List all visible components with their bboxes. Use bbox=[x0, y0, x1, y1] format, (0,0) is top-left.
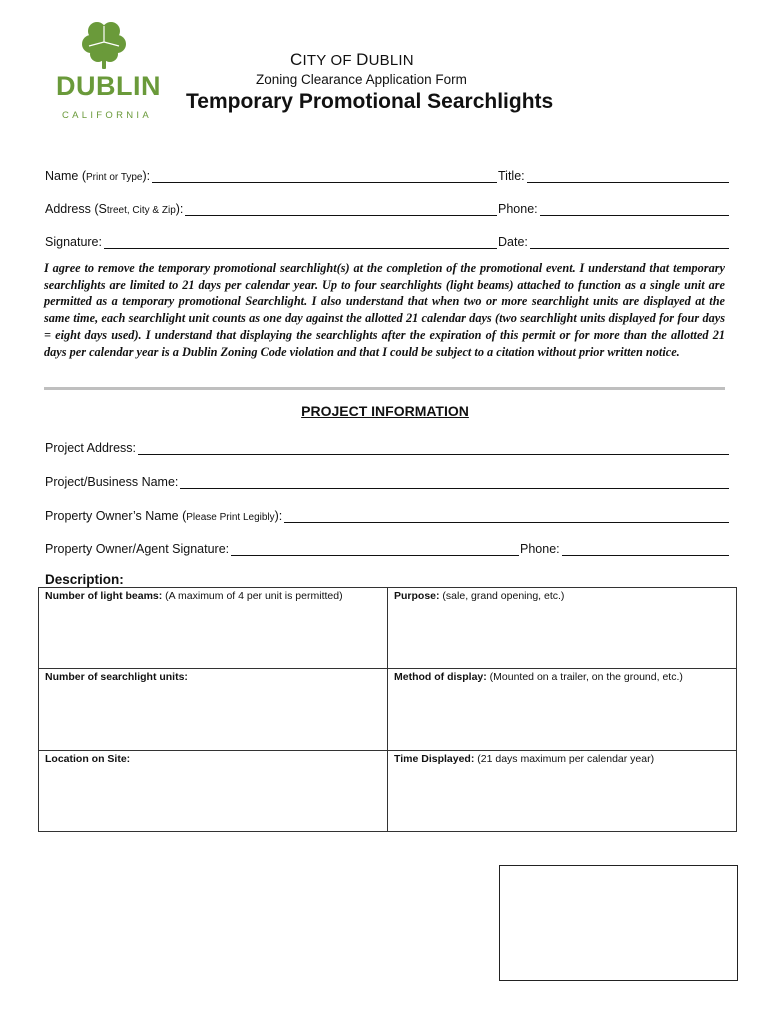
project-address-line[interactable] bbox=[138, 440, 729, 455]
signature-label: Signature: bbox=[45, 235, 102, 249]
date-line[interactable] bbox=[530, 234, 729, 249]
owner-name-line[interactable] bbox=[284, 508, 729, 523]
business-name-label: Project/Business Name: bbox=[45, 475, 179, 489]
form-subtitle: Zoning Clearance Application Form bbox=[256, 72, 467, 87]
owner-name-label: Property Owner’s Name (Please Print Legibly): bbox=[45, 509, 283, 523]
city-heading-part: ITY OF bbox=[302, 52, 357, 69]
dublin-logo bbox=[52, 18, 162, 121]
date-field[interactable] bbox=[498, 234, 729, 249]
section-divider bbox=[44, 387, 725, 390]
city-heading bbox=[290, 50, 414, 70]
phone-label: Phone: bbox=[498, 202, 538, 216]
title-label: Title: bbox=[498, 169, 525, 183]
logo-subword: CALIFORNIA bbox=[61, 110, 152, 121]
owner-signature-line[interactable] bbox=[231, 541, 519, 556]
signature-line[interactable] bbox=[104, 234, 497, 249]
project-address-label: Project Address: bbox=[45, 441, 137, 455]
signature-field[interactable] bbox=[45, 234, 497, 249]
owner-phone-field[interactable] bbox=[520, 541, 729, 556]
project-information-heading: PROJECT INFORMATION bbox=[301, 403, 469, 419]
city-heading-initial: D bbox=[356, 50, 369, 69]
form-title: Temporary Promotional Searchlights bbox=[186, 90, 554, 113]
city-heading-part: UBLIN bbox=[368, 52, 414, 69]
purpose-cell[interactable]: Purpose: (sale, grand opening, etc.) bbox=[388, 588, 737, 669]
name-field[interactable] bbox=[45, 168, 497, 183]
logo-wordmark: DUBLIN bbox=[56, 71, 161, 101]
title-line[interactable] bbox=[527, 168, 729, 183]
office-stamp-box bbox=[499, 865, 738, 981]
address-line[interactable] bbox=[185, 201, 497, 216]
title-field[interactable] bbox=[498, 168, 729, 183]
business-name-line[interactable] bbox=[180, 474, 729, 489]
agreement-text: I agree to remove the temporary promotional searchlight(s) at the completion of the promotional event. I understand that temporary searchlights are limited to 21 days per calendar year. Up to four searchlights (light beams) attached to function as a single unit are permitted as a temporary promotional Searchlight. I also understand that when two or more searchlight units are displayed at the same time, each searchlight unit counts as one day against the allotted 21 calendar days (two searchlight units displayed for four days = eight days used). I understand that displaying the searchlights after the expiration of this permit or for more than the allotted 21 days per calendar year is a Dublin Zoning Code violation and that I could be subject to a citation without prior written notice. bbox=[44, 261, 725, 359]
owner-signature-field[interactable] bbox=[45, 541, 519, 556]
address-label: Address (Street, City & Zip): bbox=[45, 202, 184, 216]
address-field[interactable] bbox=[45, 201, 497, 216]
phone-line[interactable] bbox=[540, 201, 729, 216]
name-label: Name (Print or Type): bbox=[45, 169, 151, 183]
owner-signature-label: Property Owner/Agent Signature: bbox=[45, 542, 230, 556]
method-of-display-cell[interactable]: Method of display: (Mounted on a trailer, on the ground, etc.) bbox=[388, 669, 737, 750]
time-displayed-cell[interactable]: Time Displayed: (21 days maximum per calendar year) bbox=[388, 750, 737, 831]
description-heading: Description: bbox=[45, 572, 124, 587]
shamrock-icon bbox=[80, 18, 130, 70]
city-heading-initial: C bbox=[290, 50, 303, 69]
date-label: Date: bbox=[498, 235, 528, 249]
description-table bbox=[38, 587, 737, 832]
owner-phone-label: Phone: bbox=[520, 542, 560, 556]
business-name-field[interactable] bbox=[45, 474, 729, 489]
light-beams-cell[interactable]: Number of light beams: (A maximum of 4 per unit is permitted) bbox=[39, 588, 388, 669]
searchlight-units-cell[interactable]: Number of searchlight units: bbox=[39, 669, 388, 750]
project-address-field[interactable] bbox=[45, 440, 729, 455]
phone-field[interactable] bbox=[498, 201, 729, 216]
name-line[interactable] bbox=[152, 168, 497, 183]
owner-name-field[interactable] bbox=[45, 508, 729, 523]
owner-phone-line[interactable] bbox=[562, 541, 729, 556]
location-on-site-cell[interactable]: Location on Site: bbox=[39, 750, 388, 831]
